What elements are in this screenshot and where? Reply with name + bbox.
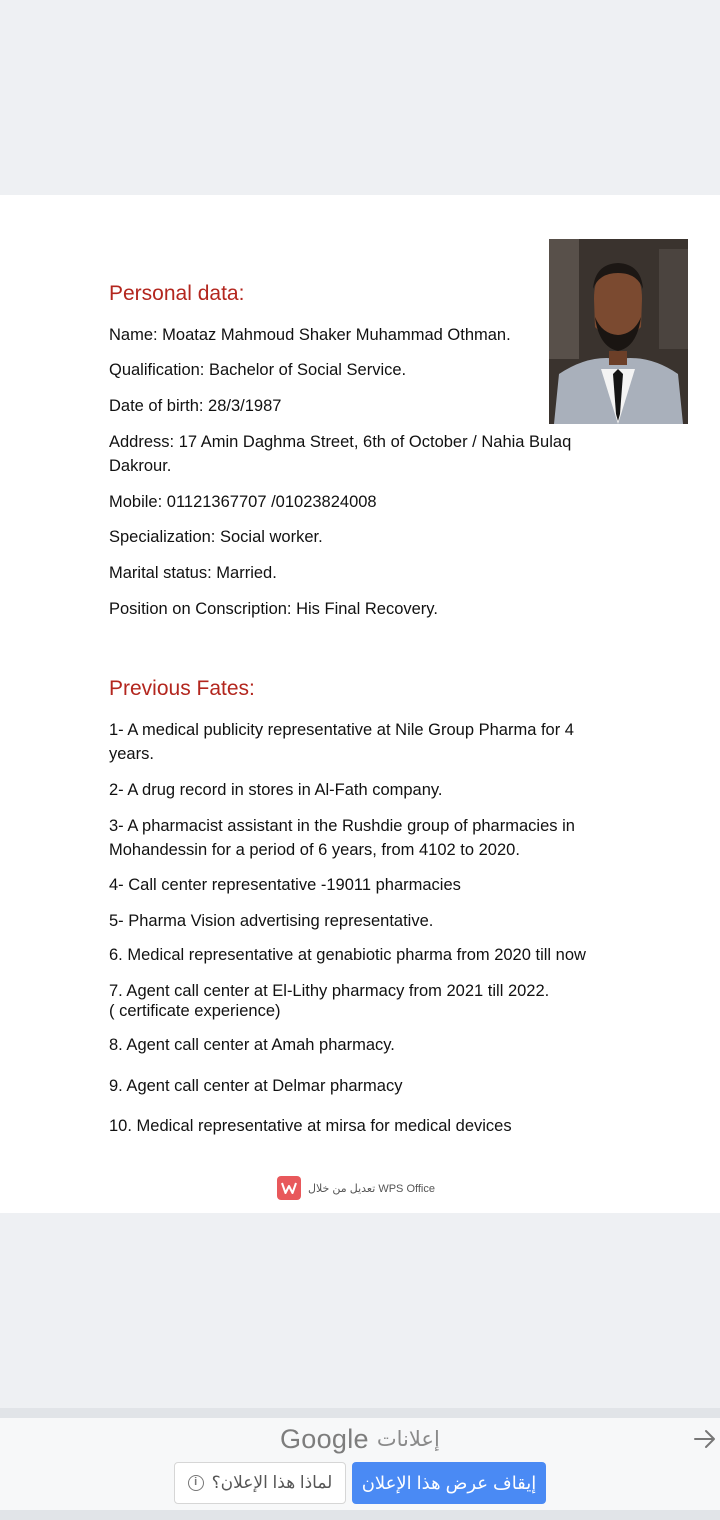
why-this-ad-label: لماذا هذا الإعلان؟ [211, 1473, 333, 1492]
address-line: Address: 17 Amin Daghma Street, 6th of October / Nahia Bulaq Dakrour. [109, 433, 572, 475]
experience-item: 4- Call center representative -19011 pharmacies [109, 876, 461, 894]
info-icon: i [188, 1475, 204, 1491]
ad-banner[interactable] [0, 1418, 720, 1510]
document-page[interactable] [0, 195, 720, 1213]
experience-item: 3- A pharmacist assistant in the Rushdie group of pharmacies in Mohandessin for a period of 6 years, from 4102 to 2020. [109, 817, 575, 859]
experience-item: 2- A drug record in stores in Al-Fath company. [109, 781, 443, 799]
experience-item-note: ( certificate experience) [109, 1002, 281, 1020]
experience-item: 7. Agent call center at El-Lithy pharmacy from 2021 till 2022. [109, 982, 550, 1000]
specialization-line: Specialization: Social worker. [109, 528, 323, 546]
experience-item: 8. Agent call center at Amah pharmacy. [109, 1036, 395, 1054]
why-this-ad-button[interactable] [174, 1462, 346, 1504]
arrow-right-icon[interactable] [692, 1426, 718, 1452]
wps-footer [277, 1176, 435, 1200]
mobile-line: Mobile: 01121367707 /01023824008 [109, 493, 377, 511]
experience-item: 6. Medical representative at genabiotic pharma from 2020 till now [109, 946, 586, 964]
experience-item: 9. Agent call center at Delmar pharmacy [109, 1077, 403, 1095]
marital-status-line: Marital status: Married. [109, 564, 277, 582]
ad-label [280, 1422, 440, 1456]
wps-logo-icon [277, 1176, 301, 1200]
birth-date-line: Date of birth: 28/3/1987 [109, 397, 282, 415]
personal-data-heading: Personal data: [109, 282, 245, 305]
google-logo: Google [280, 1423, 369, 1454]
wps-footer-text: تعديل من خلال WPS Office [308, 1182, 435, 1195]
conscription-line: Position on Conscription: His Final Recovery. [109, 600, 438, 618]
stop-ad-button[interactable]: إيقاف عرض هذا الإعلان [352, 1462, 546, 1504]
qualification-line: Qualification: Bachelor of Social Service. [109, 361, 407, 379]
experience-item: 5- Pharma Vision advertising representative. [109, 912, 434, 930]
ad-divider [0, 1408, 720, 1418]
name-line: Name: Moataz Mahmoud Shaker Muhammad Othman. [109, 326, 511, 344]
experience-item: 10. Medical representative at mirsa for medical devices [109, 1117, 512, 1135]
ads-label: إعلانات [376, 1427, 440, 1451]
experience-item: 1- A medical publicity representative at Nile Group Pharma for 4 years. [109, 721, 574, 763]
ad-bottom-edge [0, 1510, 720, 1520]
previous-fates-heading: Previous Fates: [109, 677, 255, 700]
